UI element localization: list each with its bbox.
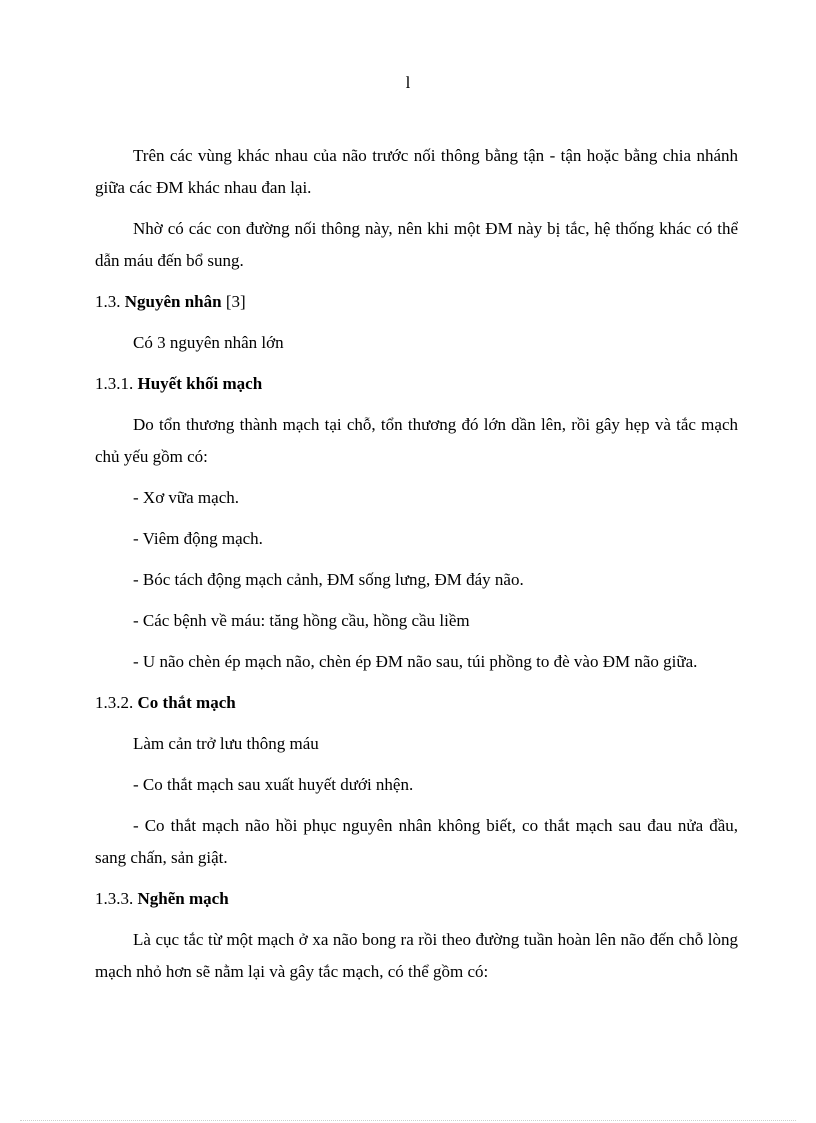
section-number: 1.3.3. [95,889,134,908]
paragraph: - Co thắt mạch não hồi phục nguyên nhân không biết, co thắt mạch sau đau nửa đầu, sang chấn, sản giật. [95,816,738,867]
section-title: Co thắt mạch [137,693,236,712]
paragraph: Có 3 nguyên nhân lớn [133,333,284,352]
paragraph: Nhờ có các con đường nối thông này, nên khi một ĐM này bị tắc, hệ thống khác có thể dẫn máu đến bổ sung. [95,219,738,270]
section-number: 1.3.2. [95,693,134,712]
section-title: Huyết khối mạch [137,374,263,393]
list-item: - Viêm động mạch. [133,529,263,548]
list-item: - Co thắt mạch sau xuất huyết dưới nhện. [133,775,414,794]
paragraph: Do tổn thương thành mạch tại chỗ, tổn thương đó lớn dần lên, rồi gây hẹp và tắc mạch chủ yếu gồm có: [95,415,738,466]
section-title: Nguyên nhân [124,292,222,311]
paragraph: Trên các vùng khác nhau của não trước nối thông bằng tận - tận hoặc bằng chia nhánh giữa các ĐM khác nhau đan lại. [95,146,738,197]
paragraph: Là cục tắc từ một mạch ở xa não bong ra rồi theo đường tuần hoàn lên não đến chỗ lòng mạch nhỏ hơn sẽ nằm lại và gây tắc mạch, có thể gồm có: [95,930,738,981]
section-heading [95,883,738,915]
section-heading [95,368,738,400]
citation-reference: [3] [225,292,246,311]
list-item: - Các bệnh về máu: tăng hồng cầu, hồng cầu liềm [133,611,470,630]
section-heading [95,286,738,318]
list-item: - Bóc tách động mạch cảnh, ĐM sống lưng, ĐM đáy não. [133,570,524,589]
section-title: Nghẽn mạch [137,889,229,908]
paragraph: Làm cản trở lưu thông máu [133,734,319,753]
section-number: 1.3.1. [95,374,134,393]
page-number: l [405,73,411,92]
section-heading [95,687,738,719]
document-body [95,140,738,997]
section-number: 1.3. [95,292,121,311]
page-bottom-divider [20,1120,796,1121]
list-item: - Xơ vữa mạch. [133,488,240,507]
list-item: - U não chèn ép mạch não, chèn ép ĐM não sau, túi phồng to đè vào ĐM não giữa. [133,652,698,671]
